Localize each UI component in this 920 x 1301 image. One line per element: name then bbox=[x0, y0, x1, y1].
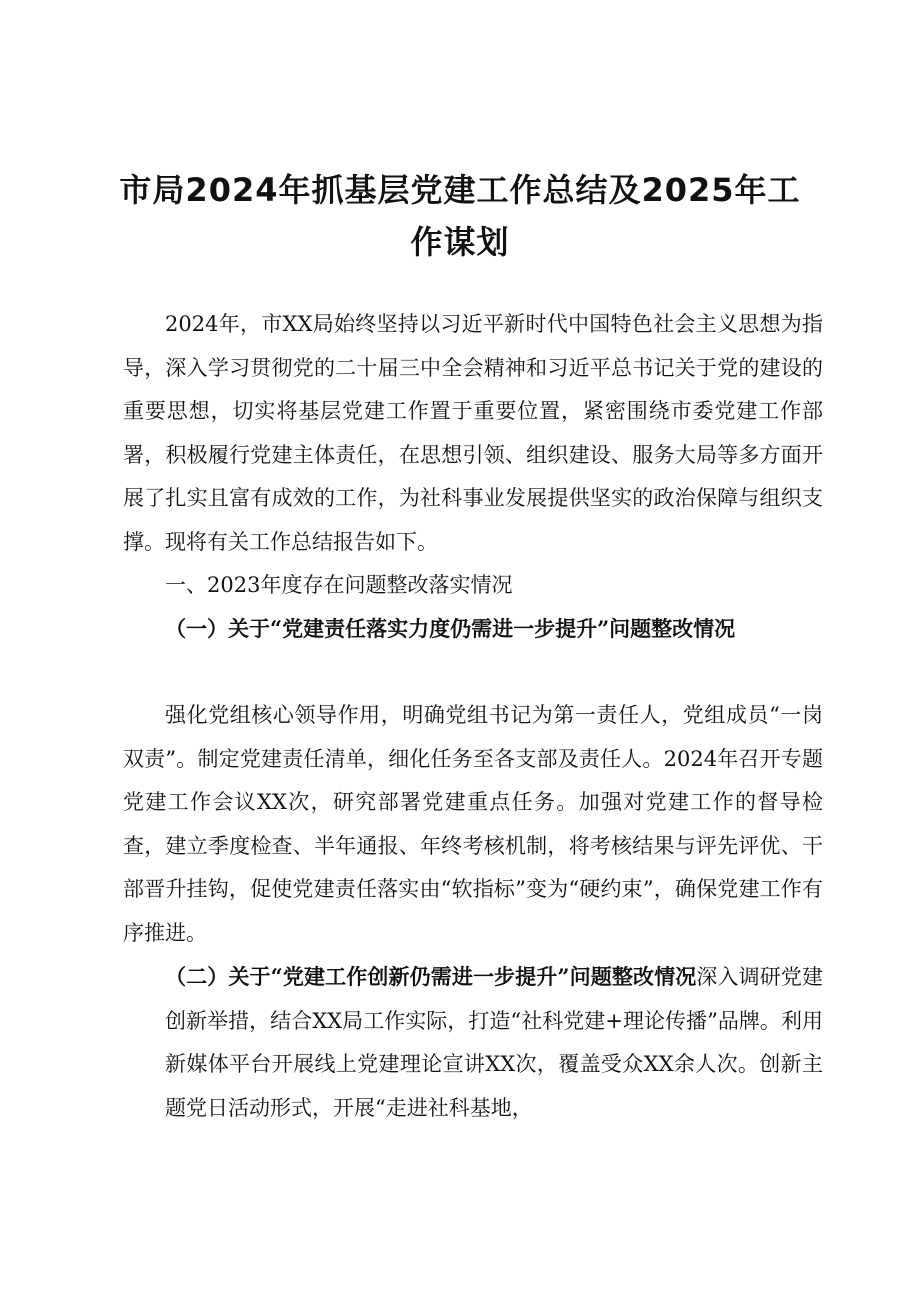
subsection-2-body: 深入调研党建创新举措，结合XX局工作实际，打造“社科党建+理论传播”品牌。利用新媒体平台开展线上党建理论宣讲XX次，覆盖受众XX余人次。创新主题党日活动形式，开展“走进社科基地， bbox=[165, 965, 824, 1120]
section-1-heading: 一、2023年度存在问题整改落实情况 bbox=[165, 573, 513, 597]
subsection-1-heading: （一）关于“党建责任落实力度仍需进一步提升”问题整改情况 bbox=[165, 616, 736, 641]
subsection-2-heading: （二）关于“党建工作创新仍需进一步提升”问题整改情况 bbox=[165, 964, 697, 989]
subsection-2-inner bbox=[123, 955, 823, 1130]
document-title-line-2: 作谋划 bbox=[410, 223, 510, 261]
intro-paragraph: 2024年，市XX局始终坚持以习近平新时代中国特色社会主义思想为指导，深入学习贯彻党的二十届三中全会精神和习近平总书记关于党的建设的重要思想，切实将基层党建工作置于重要位置，紧密围绕市委党建工作部署，积极履行党建主体责任，在思想引领、组织建设、服务大局等多方面开展了扎实且富有成效的工作，为社科事业发展提供坚实的政治保障与组织支撑。现将有关工作总结报告如下。 bbox=[123, 312, 823, 554]
document-title-line-1: 市局2024年抓基层党建工作总结及2025年工 bbox=[119, 171, 801, 209]
subsection-2-paragraph bbox=[123, 955, 823, 1130]
subsection-1-body: 强化党组核心领导作用，明确党组书记为第一责任人，党组成员“一岗双责”。制定党建责任清单，细化任务至各支部及责任人。2024年召开专题党建工作会议XX次，研究部署党建重点任务。加强对党建工作的督导检查，建立季度检查、半年通报、年终考核机制，将考核结果与评先评优、干部晋升挂钩，促使党建责任落实由“软指标”变为“硬约束”，确保党建工作有序推进。 bbox=[123, 703, 823, 945]
